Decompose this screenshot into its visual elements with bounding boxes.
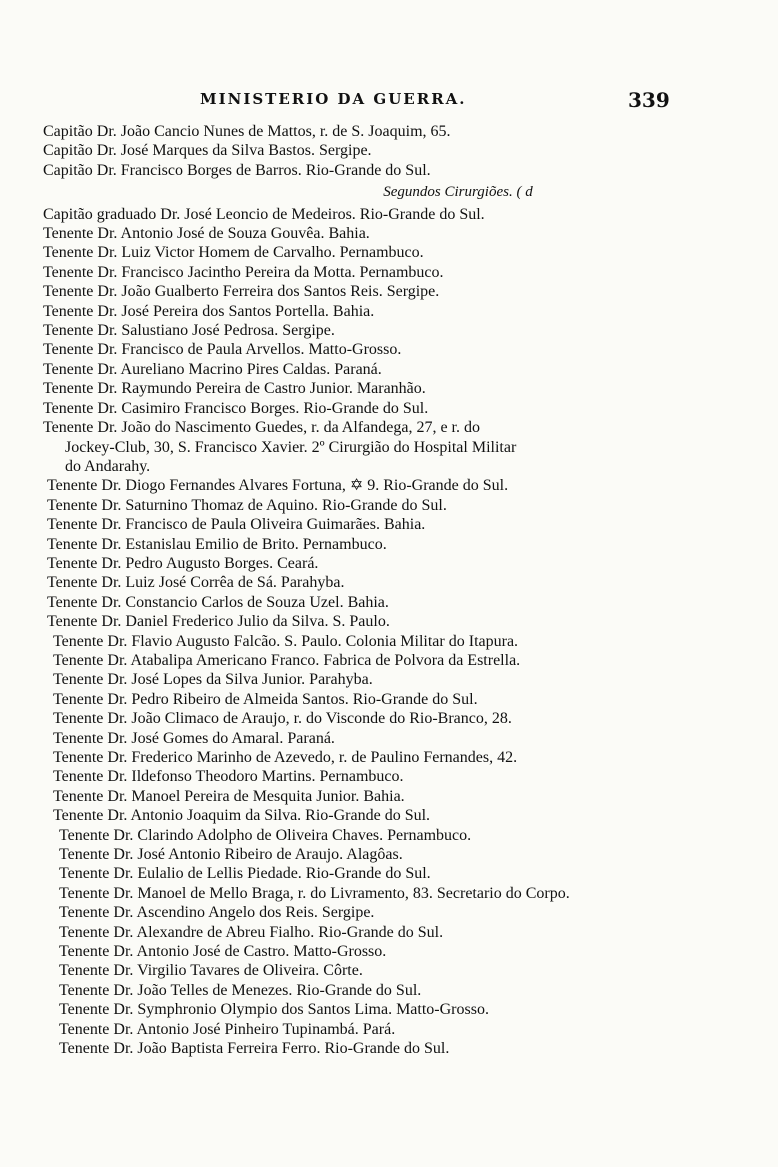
entry-line: Tenente Dr. Estanislau Emilio de Brito. Pernambuco. bbox=[47, 535, 387, 553]
entry-line: Tenente Dr. José Lopes da Silva Junior. Parahyba. bbox=[53, 671, 373, 689]
entry-line: Tenente Dr. Atabalipa Americano Franco. Fabrica de Polvora da Estrella. bbox=[53, 651, 521, 669]
entry-line: Tenente Dr. Antonio José de Souza Gouvêa. Bahia. bbox=[43, 225, 370, 243]
entry-line: Tenente Dr. José Antonio Ribeiro de Araujo. Alagôas. bbox=[59, 846, 403, 864]
entry-line: Tenente Dr. Salustiano José Pedrosa. Sergipe. bbox=[43, 322, 335, 340]
entry-line: Capitão Dr. José Marques da Silva Bastos. Sergipe. bbox=[43, 142, 372, 160]
entry-line: Tenente Dr. Casimiro Francisco Borges. Rio-Grande do Sul. bbox=[43, 399, 429, 417]
entry-line: Tenente Dr. Eulalio de Lellis Piedade. Rio-Grande do Sul. bbox=[59, 865, 431, 883]
section-title: Segundos Cirurgiões. ( d bbox=[383, 184, 533, 201]
page-header bbox=[0, 88, 778, 118]
entry-line: Tenente Dr. Antonio José de Castro. Matto-Grosso. bbox=[59, 943, 387, 961]
entry-line: Tenente Dr. Diogo Fernandes Alvares Fortuna, ✡ 9. Rio-Grande do Sul. bbox=[47, 477, 509, 495]
entry-line: Tenente Dr. Symphronio Olympio dos Santos Lima. Matto-Grosso. bbox=[59, 1001, 489, 1019]
entry-line: Tenente Dr. João Gualberto Ferreira dos Santos Reis. Sergipe. bbox=[43, 283, 440, 301]
entry-line: Tenente Dr. Raymundo Pereira de Castro Junior. Maranhão. bbox=[43, 380, 426, 398]
entry-line: Capitão graduado Dr. José Leoncio de Medeiros. Rio-Grande do Sul. bbox=[43, 205, 485, 223]
entry-line: Tenente Dr. Alexandre de Abreu Fialho. Rio-Grande do Sul. bbox=[59, 923, 444, 941]
entry-line: Tenente Dr. Manoel de Mello Braga, r. do Livramento, 83. Secretario do Corpo. bbox=[59, 884, 570, 902]
entry-line: Tenente Dr. Manoel Pereira de Mesquita Junior. Bahia. bbox=[53, 787, 405, 805]
entry-line: Tenente Dr. Flavio Augusto Falcão. S. Paulo. Colonia Militar do Itapura. bbox=[53, 632, 519, 650]
entry-list bbox=[43, 122, 743, 1059]
entry-line: Tenente Dr. Daniel Frederico Julio da Silva. S. Paulo. bbox=[47, 613, 390, 631]
page-number: 339 bbox=[628, 88, 670, 112]
entry-line: Tenente Dr. Pedro Augusto Borges. Ceará. bbox=[47, 554, 319, 572]
entry-line: Tenente Dr. Saturnino Thomaz de Aquino. Rio-Grande do Sul. bbox=[47, 496, 447, 514]
entry-line: Tenente Dr. João Baptista Ferreira Ferro. Rio-Grande do Sul. bbox=[59, 1040, 450, 1058]
running-head: MINISTERIO DA GUERRA. bbox=[200, 90, 467, 108]
entry-line: Tenente Dr. Ascendino Angelo dos Reis. Sergipe. bbox=[59, 904, 375, 922]
entry-line: Tenente Dr. Pedro Ribeiro de Almeida Santos. Rio-Grande do Sul. bbox=[53, 690, 478, 708]
entry-line: Capitão Dr. João Cancio Nunes de Mattos, r. de S. Joaquim, 65. bbox=[43, 123, 451, 140]
entry-line: Tenente Dr. Luiz Victor Homem de Carvalho. Pernambuco. bbox=[43, 244, 424, 262]
entry-line: Tenente Dr. Francisco de Paula Oliveira Guimarães. Bahia. bbox=[47, 516, 426, 534]
entry-line: Tenente Dr. Frederico Marinho de Azevedo, r. de Paulino Fernandes, 42. bbox=[53, 749, 518, 766]
entry-continuation-line: Jockey-Club, 30, S. Francisco Xavier. 2º Cirurgião do Hospital Militar bbox=[65, 438, 517, 456]
entry-line: Tenente Dr. Francisco Jacintho Pereira da Motta. Pernambuco. bbox=[43, 263, 444, 281]
entry-line: Tenente Dr. Virgilio Tavares de Oliveira. Côrte. bbox=[59, 962, 363, 980]
entry-line: Tenente Dr. José Gomes do Amaral. Paraná. bbox=[53, 729, 335, 747]
entry-line: Tenente Dr. Francisco de Paula Arvellos. Matto-Grosso. bbox=[43, 341, 402, 359]
entry-line: Tenente Dr. João Climaco de Araujo, r. do Visconde do Rio-Branco, 28. bbox=[53, 710, 512, 728]
entry-line: Capitão Dr. Francisco Borges de Barros. Rio-Grande do Sul. bbox=[43, 161, 431, 179]
entry-line: Tenente Dr. João do Nascimento Guedes, r. da Alfandega, 27, e r. do bbox=[43, 419, 480, 437]
entry-line: Tenente Dr. Ildefonso Theodoro Martins. Pernambuco. bbox=[53, 768, 404, 786]
entry-line: Tenente Dr. Luiz José Corrêa de Sá. Parahyba. bbox=[47, 574, 345, 592]
entry-line: Tenente Dr. João Telles de Menezes. Rio-Grande do Sul. bbox=[59, 981, 422, 999]
entry-line: Tenente Dr. Antonio José Pinheiro Tupinambá. Pará. bbox=[59, 1020, 396, 1038]
entry-line: Tenente Dr. Antonio Joaquim da Silva. Rio-Grande do Sul. bbox=[53, 807, 431, 825]
entry-continuation-line: do Andarahy. bbox=[65, 457, 151, 475]
entry-line: Tenente Dr. José Pereira dos Santos Portella. Bahia. bbox=[43, 302, 375, 320]
entry-line: Tenente Dr. Aureliano Macrino Pires Caldas. Paraná. bbox=[43, 360, 382, 378]
entry-line: Tenente Dr. Constancio Carlos de Souza Uzel. Bahia. bbox=[47, 593, 389, 611]
entry-line: Tenente Dr. Clarindo Adolpho de Oliveira Chaves. Pernambuco. bbox=[59, 826, 472, 844]
